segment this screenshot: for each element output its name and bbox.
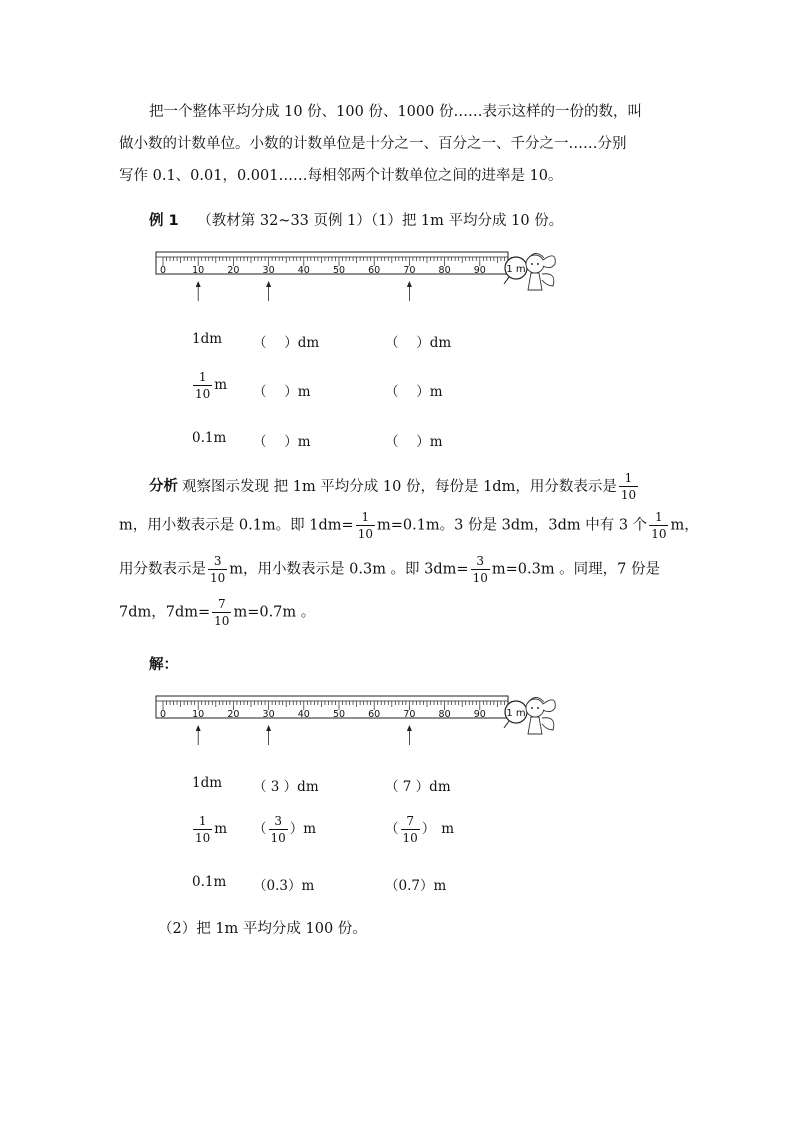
ruler-tick-label: 60 (368, 709, 381, 720)
fairy-eye (537, 263, 539, 265)
ruler-tick-label: 10 (192, 709, 205, 720)
fairy-body (528, 273, 542, 290)
fraction: $\frac{7}{10}$ (214, 597, 230, 628)
ruler-figure-1 (150, 246, 570, 306)
fraction: $\frac{3}{10}$ (210, 554, 226, 585)
pointer-arrow-head (266, 725, 271, 731)
q-row-3-c: （ ）m (385, 434, 443, 450)
ruler-tick-label: 90 (473, 265, 486, 276)
intro-line-1: 把一个整体平均分成 10 份、100 份、1000 份……表示这样的一份的数，叫 (149, 104, 642, 120)
ruler-tick-label: 0 (159, 709, 167, 720)
ruler-tick-label: 30 (262, 265, 275, 276)
ruler-end-label: 1 m (506, 708, 526, 719)
fraction: $\frac{3}{10}$ (270, 814, 286, 845)
fraction: $\frac{1}{10}$ (357, 510, 373, 541)
ruler-tick-label: 80 (438, 709, 451, 720)
q-row-1-c: （ ）dm (385, 335, 452, 351)
fairy-eye (531, 707, 533, 709)
ruler-tick-label: 20 (227, 265, 240, 276)
fairy-wing (543, 256, 555, 268)
analysis-line-3: 用分数表示是 $\frac{3}{10}$ m，用小数表示是 0.3m 。即 3dm= $\frac{3}{10}$ m=0.3m 。同理，7 份是 (119, 554, 661, 585)
ruler-end-handle (504, 277, 509, 284)
ruler-tick-label: 50 (332, 265, 346, 276)
ruler-tick-label: 70 (403, 709, 416, 720)
ruler-tick-label: 0 (159, 265, 167, 276)
q-row-1-a: 1dm (192, 331, 223, 347)
fairy-wing (542, 718, 554, 730)
ruler-tick-label: 20 (227, 709, 240, 720)
ruler-tick-label: 30 (262, 709, 275, 720)
a-row-3-c: （0.7）m (385, 878, 447, 894)
analysis-label: 分析 (149, 478, 178, 495)
fraction: $\frac{1}{10}$ (620, 471, 637, 502)
fairy-eye (537, 707, 539, 709)
pointer-arrow-head (407, 281, 412, 287)
a-row-3-b: （0.3）m (253, 878, 315, 894)
ruler-tick-label: 40 (297, 709, 310, 720)
ruler-tick-label: 60 (368, 265, 381, 276)
example-heading (149, 209, 563, 230)
a-row-1-b: （ 3 ）dm (253, 779, 319, 795)
fairy-eye (531, 263, 533, 265)
pointer-arrow-head (266, 281, 271, 287)
fairy-wing (542, 274, 554, 286)
q-row-2-c: （ ）m (385, 384, 443, 400)
fairy-mascot-icon (526, 697, 555, 734)
q-row-3-a: 0.1m (192, 430, 227, 446)
ruler-end-handle (504, 721, 509, 728)
pointer-arrow-head (196, 725, 201, 731)
analysis-line-2: m，用小数表示是 0.1m。即 1dm= $\frac{1}{10}$ m=0.1m。3 份是 3dm，3dm 中有 3 个 $\frac{1}{10}$ m， (119, 510, 699, 541)
fraction: $\frac{1}{10}$ (651, 510, 667, 541)
ruler-tick-label: 10 (192, 265, 205, 276)
fraction: $\frac{7}{10}$ (402, 814, 418, 845)
a-row-2-a: $\frac{1}{10}$ m (195, 814, 228, 845)
ruler-end-label: 1 m (506, 264, 526, 275)
a-row-2-c: （ $\frac{7}{10}$ ） m (385, 814, 455, 845)
a-row-2-b: （ $\frac{3}{10}$ ）m (253, 814, 317, 845)
part-2-heading: （2）把 1m 平均分成 100 份。 (158, 921, 367, 937)
pointer-arrow-head (196, 281, 201, 287)
example-source: （教材第 32~33 页例 1）（1）把 1m 平均分成 10 份。 (197, 213, 564, 229)
solution-label: 解： (149, 657, 178, 673)
ruler-tick-label: 90 (473, 709, 486, 720)
pointer-arrow-head (407, 725, 412, 731)
ruler-tick-label: 40 (297, 265, 310, 276)
ruler (156, 696, 555, 745)
ruler-tick-label: 50 (332, 709, 346, 720)
ruler-tick-label: 80 (438, 265, 451, 276)
ruler (156, 252, 555, 301)
intro-line-3: 写作 0.1、0.01，0.001……每相邻两个计数单位之间的进率是 10。 (119, 168, 563, 184)
q-row-2-a: $\frac{1}{10}$ m (195, 370, 228, 401)
intro-line-2: 做小数的计数单位。小数的计数单位是十分之一、百分之一、千分之一……分别 (119, 136, 627, 152)
a-row-1-c: （ 7 ）dm (385, 779, 451, 795)
fraction: $\frac{3}{10}$ (472, 554, 488, 585)
fraction: $\frac{1}{10}$ (195, 370, 211, 401)
a-row-1-a: 1dm (192, 775, 223, 791)
fairy-wing (543, 700, 555, 712)
ruler-tick-label: 70 (403, 265, 416, 276)
ruler-figure-2 (150, 690, 570, 750)
example-label: 例 1 (149, 213, 179, 229)
q-row-2-b: （ ）m (253, 384, 311, 400)
fairy-body (528, 717, 542, 734)
fraction: $\frac{1}{10}$ (195, 814, 211, 845)
analysis-line-4: 7dm，7dm= $\frac{7}{10}$ m=0.7m 。 (119, 597, 316, 628)
q-row-3-b: （ ）m (253, 434, 311, 450)
q-row-1-b: （ ）dm (253, 335, 320, 351)
a-row-3-a: 0.1m (192, 874, 227, 890)
fairy-mascot-icon (526, 253, 555, 290)
analysis-line-1: 分析 观察图示发现 把 1m 平均分成 10 份，每份是 1dm，用分数表示是 $\frac{1}{10}$ (149, 471, 637, 502)
